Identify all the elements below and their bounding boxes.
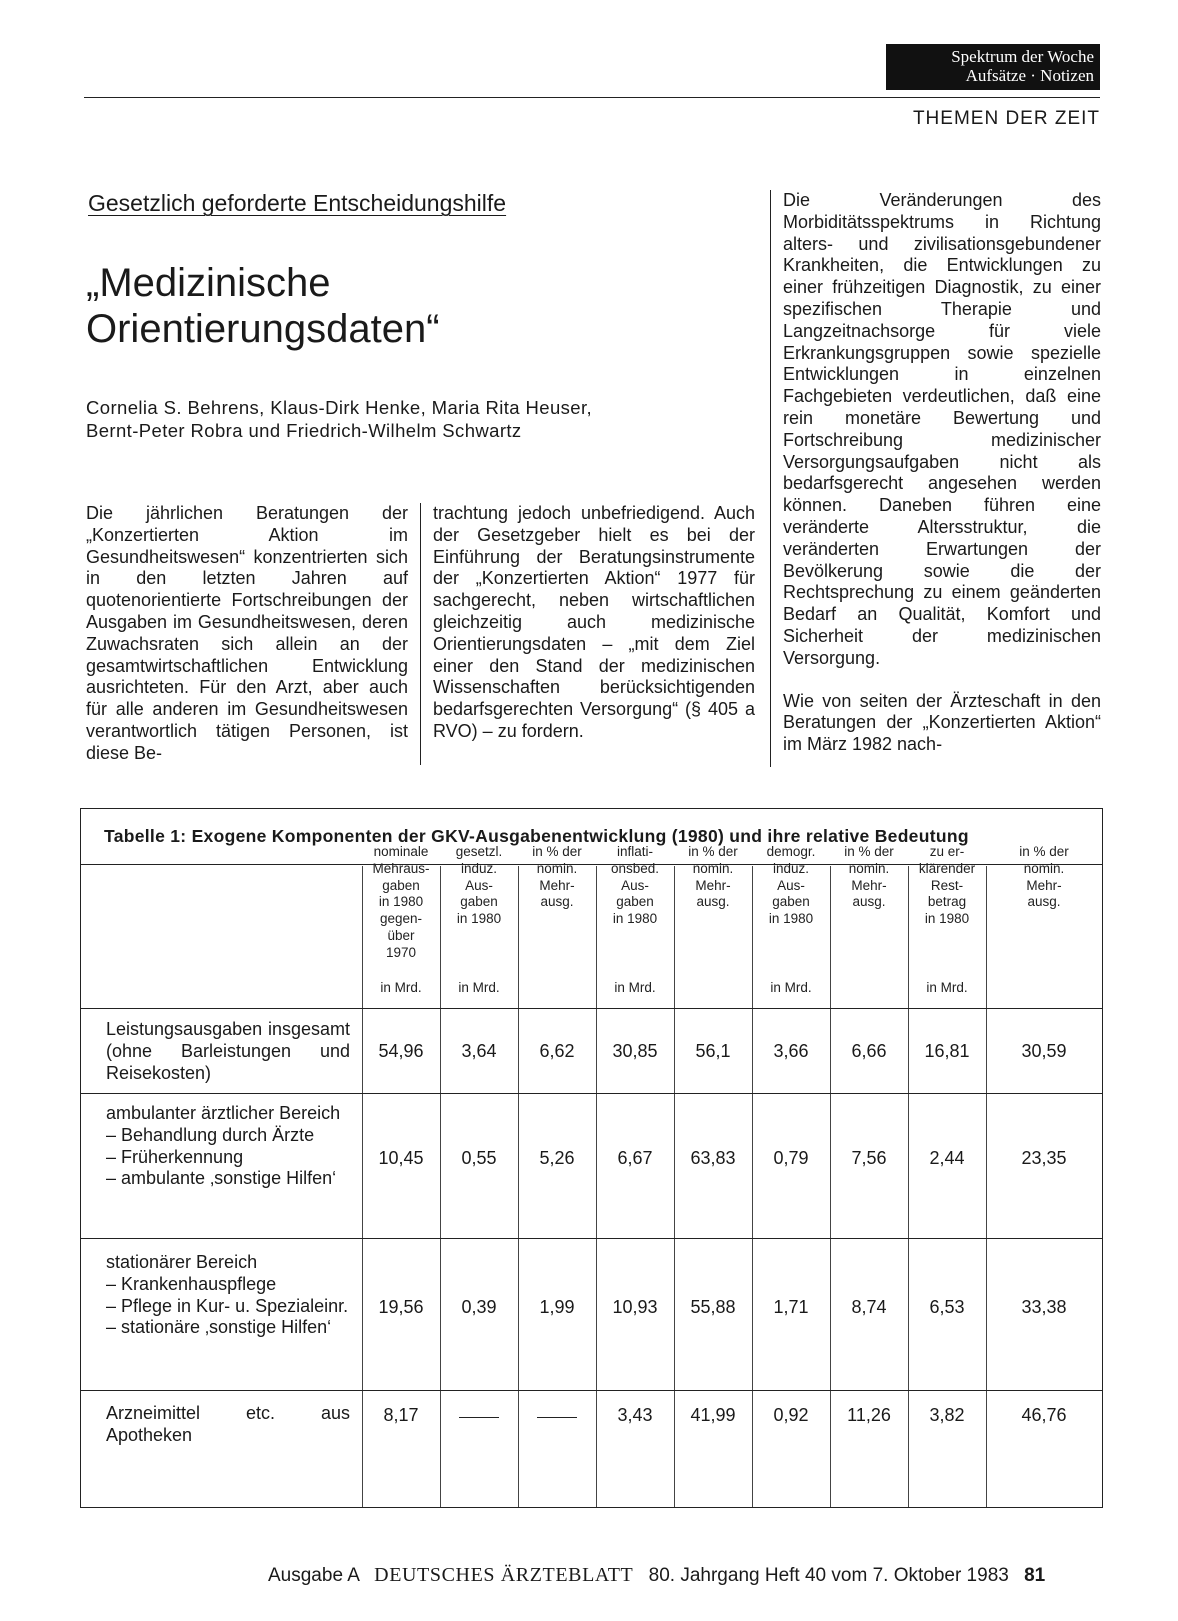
body-paragraph: Wie von seiten der Ärzteschaft in den Beratungen der „Konzertierten Aktion“ im März 1982 nach- — [783, 690, 1101, 755]
authors-line-2: Bernt-Peter Robra und Friedrich-Wilhelm Schwartz — [86, 420, 522, 441]
table-cell-value: 3,43 — [617, 1405, 653, 1425]
column-unit: in Mrd. — [380, 980, 422, 995]
row-sub-item: – Behandlung durch Ärzte — [106, 1124, 315, 1145]
table-cell-value: 23,35 — [1021, 1148, 1067, 1168]
row-label-text: Arzneimittel etc. aus Apotheken — [106, 1403, 350, 1445]
row-sub-item: – stationäre ‚sonstige Hilfen‘ — [106, 1317, 332, 1338]
page-number: 81 — [1024, 1565, 1046, 1586]
table-cell-value: 16,81 — [924, 1041, 970, 1061]
article-title — [86, 260, 686, 352]
column-header: in % der nomin. Mehr- ausg. — [688, 844, 738, 910]
empty-value-dash — [537, 1417, 577, 1418]
body-paragraph: trachtung jedoch unbefriedigend. Auch der Gesetzgeber hielt es bei der Einführung der Beratungsinstrumente der „Konzertierten Aktion“ 1977 für sachgerecht, neben wirtschaftlichen gleichzeitig auch medizinische Orientierungsdaten – „mit dem Ziel einer den Stand der medizinischen Wissenschaften berücksichtigenden bedarfsgerechten Versorgung“ (§ 405 a RVO) – zu fordern. — [433, 503, 755, 741]
row-sub-item: – ambulante ‚sonstige Hilfen‘ — [106, 1168, 337, 1189]
table-cell-value: 11,26 — [847, 1405, 891, 1425]
column-divider — [420, 503, 421, 765]
column-header: in % der nomin. Mehr- ausg. — [1019, 844, 1069, 910]
table-cell-value: 3,64 — [461, 1041, 497, 1061]
title-line-2: Orientierungsdaten“ — [86, 307, 440, 351]
column-unit: in Mrd. — [770, 980, 812, 995]
table-cell-value: 41,99 — [690, 1405, 736, 1425]
table-cell-value: 10,45 — [378, 1148, 424, 1168]
row-label — [106, 1103, 350, 1190]
column-header: inflati- onsbed. Aus- gaben in 1980 — [610, 844, 660, 927]
column-header: gesetzl. induz. Aus- gaben in 1980 — [455, 844, 503, 927]
body-paragraph: Die jährlichen Beratungen der „Konzertierten Aktion im Gesundheitswesen“ konzentrierten sich in den letzten Jahren auf quotenorientierte Fortschreibungen der Ausgaben im Gesundheitswesen, deren Zuwachsraten sich allein an der gesamtwirtschaftlichen Entwicklung ausrichteten. Für den Arzt, aber auch für alle anderen im Gesundheitswesen verantwortlich tätigen Personen, ist diese Be- — [86, 503, 408, 763]
table-cell-value: 6,66 — [851, 1041, 887, 1061]
column-divider — [770, 190, 771, 767]
article-kicker: Gesetzlich geforderte Entscheidungshilfe — [88, 190, 507, 216]
row-divider — [81, 1390, 1102, 1391]
page-footer — [268, 1564, 1045, 1587]
table-cell-value: 3,82 — [929, 1405, 965, 1425]
column-header: in % der nomin. Mehr- ausg. — [844, 844, 894, 910]
row-sub-item: – Früherkennung — [106, 1146, 244, 1167]
table-cell-value: 6,67 — [617, 1148, 653, 1168]
section-badge — [886, 44, 1100, 90]
table-cell-value: 30,85 — [612, 1041, 658, 1061]
authors-line-1: Cornelia S. Behrens, Klaus-Dirk Henke, Maria Rita Heuser, — [86, 397, 593, 418]
header-rule — [84, 97, 1100, 98]
table-cell-value: 3,66 — [773, 1041, 809, 1061]
table-cell-value: 0,79 — [773, 1148, 809, 1168]
column-unit: in Mrd. — [614, 980, 656, 995]
table-cell-value: 1,71 — [773, 1297, 809, 1317]
badge-line-1: Spektrum der Woche — [951, 47, 1094, 66]
table-cell-value: 63,83 — [690, 1148, 736, 1168]
empty-value-dash — [459, 1417, 499, 1418]
row-label — [106, 1019, 350, 1084]
column-header: zu er- klärender Rest- betrag in 1980 — [918, 844, 976, 927]
body-column-1 — [86, 503, 408, 765]
footer-masthead: DEUTSCHES ÄRZTEBLATT — [374, 1564, 634, 1586]
row-divider — [81, 1238, 1102, 1239]
row-label-text: Leistungsausgaben insgesamt (ohne Barleistungen und Reisekosten) — [106, 1019, 350, 1083]
table-cell-value: 8,74 — [851, 1297, 887, 1317]
article-authors — [86, 396, 706, 442]
column-unit: in Mrd. — [458, 980, 500, 995]
column-header: in % der nomin. Mehr- ausg. — [532, 844, 582, 910]
column-header: demogr. induz. Aus- gaben in 1980 — [766, 844, 816, 927]
body-column-3 — [783, 190, 1101, 756]
title-line-1: „Medizinische — [86, 261, 331, 305]
table-cell-value: 2,44 — [929, 1148, 965, 1168]
row-label — [106, 1252, 350, 1339]
footer-edition: Ausgabe A — [268, 1565, 359, 1586]
table-cell-value: 19,56 — [378, 1297, 424, 1317]
table-cell-value: 5,26 — [539, 1148, 575, 1168]
row-label-text: ambulanter ärztlicher Bereich — [106, 1103, 341, 1123]
row-label-text: stationärer Bereich — [106, 1252, 258, 1272]
table-cell-value: 55,88 — [690, 1297, 736, 1317]
table-cell-value: 0,39 — [461, 1297, 497, 1317]
table-cell-value: 6,62 — [539, 1041, 575, 1061]
table-cell-value: 1,99 — [539, 1297, 575, 1317]
table-cell-value: 0,55 — [461, 1148, 497, 1168]
footer-issue: 80. Jahrgang Heft 40 vom 7. Oktober 1983 — [648, 1565, 1009, 1586]
row-divider — [81, 1093, 1102, 1094]
table-cell-value: 33,38 — [1021, 1297, 1067, 1317]
column-header: nominale Mehraus- gaben in 1980 gegen- über 1970 — [372, 844, 430, 960]
row-sub-item: – Pflege in Kur- u. Spezialeinr. — [106, 1295, 349, 1316]
row-label — [106, 1403, 350, 1447]
table-cell-value: 8,17 — [383, 1405, 419, 1425]
table-cell-value: 56,1 — [695, 1041, 731, 1061]
table-cell-value: 46,76 — [1021, 1405, 1067, 1425]
table-caption: Tabelle 1: Exogene Komponenten der GKV-Ausgabenentwicklung (1980) und ihre relative Bedeutung — [104, 826, 969, 846]
column-unit: in Mrd. — [926, 980, 968, 995]
column-divider — [440, 866, 441, 1507]
row-divider — [81, 1008, 1102, 1009]
table-cell-value: 54,96 — [378, 1041, 424, 1061]
column-divider — [518, 866, 519, 1507]
badge-line-2: Aufsätze · Notizen — [965, 66, 1094, 85]
section-label: THEMEN DER ZEIT — [912, 108, 1100, 129]
body-paragraph: Die Veränderungen des Morbiditätsspektrums in Richtung alters- und zivilisationsgebundener Krankheiten, die Entwicklungen zu einer frühzeitigen Diagnostik, zu einer spezifischen Therapie und Langzeitnachsorge für viele Erkrankungsgruppen sowie spezielle Entwicklungen in einzelnen Fachgebieten verdeutlichen, daß eine rein monetäre Bewertung und Fortschreibung medizinischer Versorgungsaufgaben nicht als bedarfsgerecht angesehen werden können. Daneben führen eine veränderte Altersstruktur, die veränderten Erwartungen der Bevölkerung sowie die der Rechtsprechung zu einem geänderten Bedarf an Qualität, Komfort und Sicherheit der medizinischen Versorgung. — [783, 190, 1101, 668]
body-column-2 — [433, 503, 755, 743]
table-cell-value: 0,92 — [773, 1405, 809, 1425]
table-cell-value: 30,59 — [1021, 1041, 1067, 1061]
table-cell-value: 7,56 — [851, 1148, 887, 1168]
row-sub-item: – Krankenhauspflege — [106, 1273, 277, 1294]
table-cell-value: 10,93 — [612, 1297, 658, 1317]
table-cell-value: 6,53 — [929, 1297, 965, 1317]
